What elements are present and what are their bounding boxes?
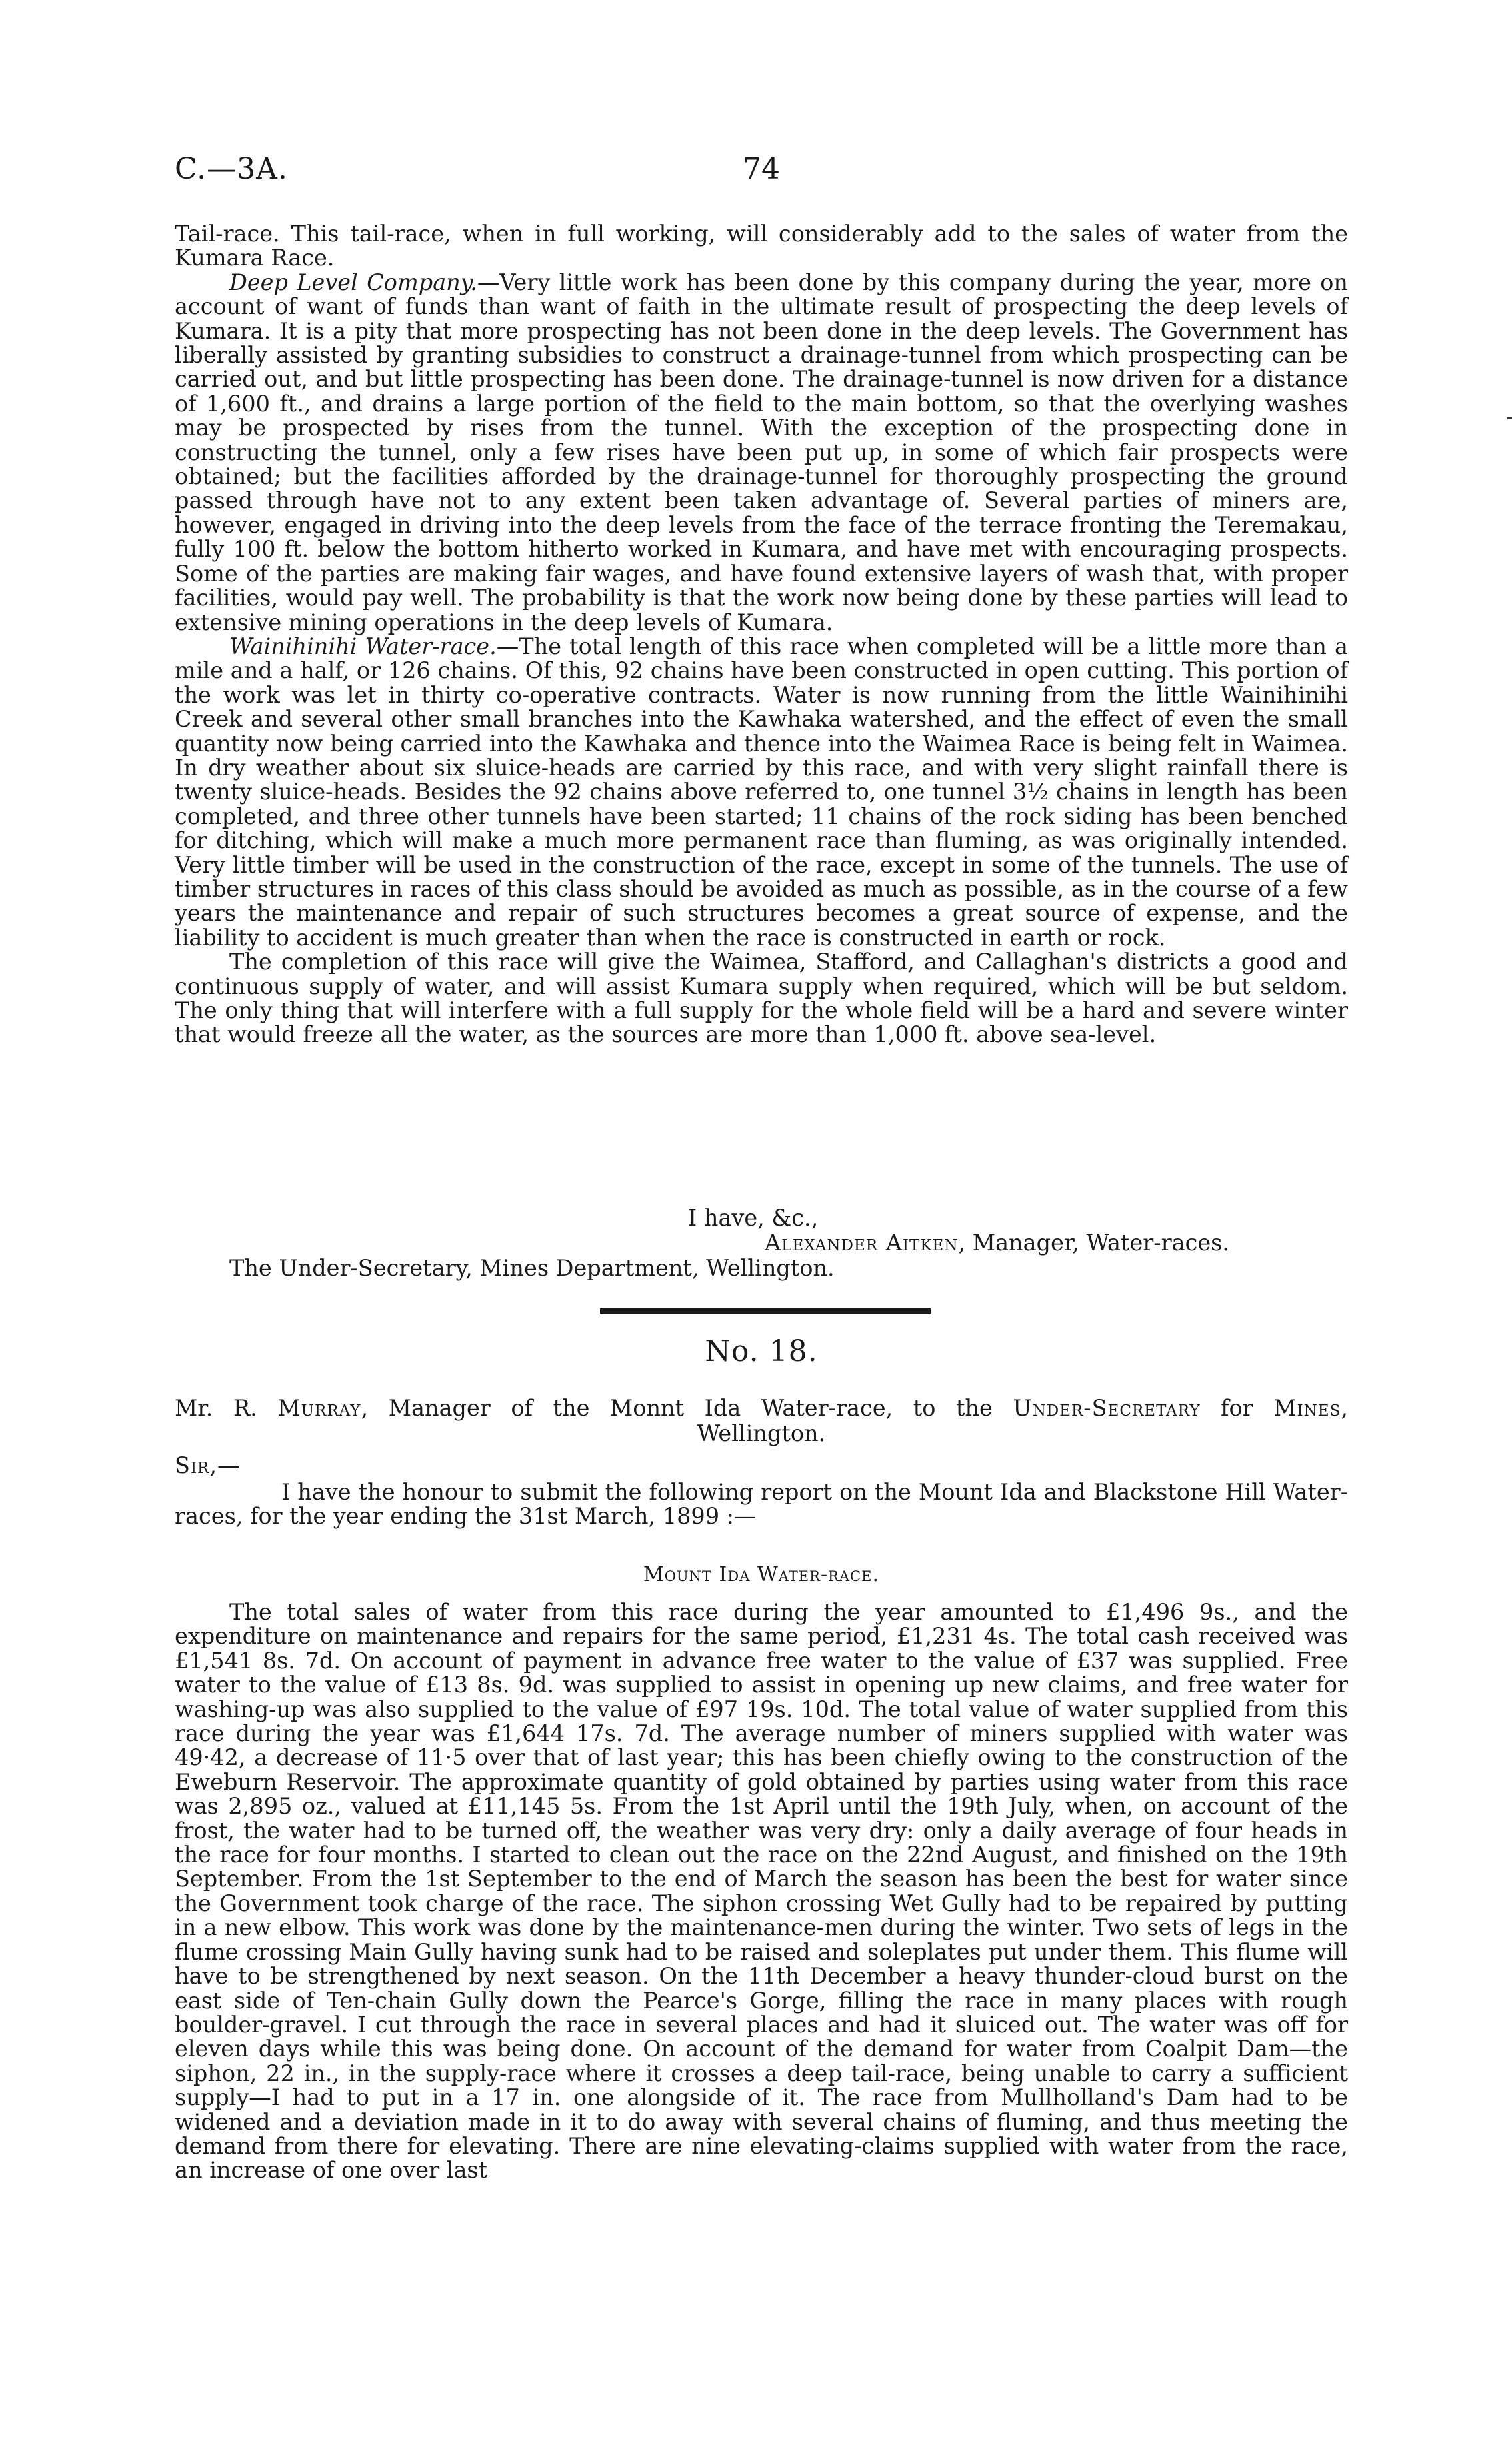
wainihinihi-text: —The total length of this race when completed will be a little more than a mile and a half, or 126 chains. Of this, 92 chains have been constructed in open cutting. This portion of the work was let in thirty co-operative contracts. Water is now running from the little Wainihinihi Creek and several other small branches into the Kawhaka watershed, and the effect of even the small quantity now being carried into the Kawhaka and thence into the Waimea Race is being felt in Waimea. In dry weather about six sluice-heads are carried by this race, and with very slight rainfall there is twenty sluice-heads. Besides the 92 chains above referred to, one tunnel 3½ chains in length has been completed, and three other tunnels have been started; 11 chains of the rock siding has been benched for ditching, which will make a much more permanent race than fluming, as was originally intended. Very little timber will be used in the construction of the race, except in some of the tunnels. The use of timber structures in races of this class should be avoided as much as possible, as in the course of a few years the maintenance and repair of such structures becomes a great source of expense, and the liability to accident is much greater than when the race is constructed in earth or rock. [175, 633, 1348, 951]
heading-comma: , [1341, 1395, 1349, 1421]
report-section-kumara [175, 222, 1348, 1047]
letter-heading-line2: Wellington. [697, 1420, 826, 1446]
letter-heading [175, 1396, 1348, 1446]
closing-formula: I have, &c., [688, 1205, 819, 1231]
deep-level-title: Deep Level Company. [229, 269, 477, 295]
heading-role: , Manager of the Monnt Ida Water-race, to the [361, 1395, 1013, 1421]
paragraph-wainihinihi [175, 635, 1348, 950]
wainihinihi-title: Wainihinihi Water-race. [229, 633, 497, 659]
paragraph-completion: The completion of this race will give the Waimea, Stafford, and Callaghan's districts a good and continuous supply of water, and will assist Kumara supply when required, which will be but seldom. The only thing that will interfere with a full supply for the whole field will be a hard and severe winter that would freeze all the water, as the sources are more than 1,000 ft. above sea-level. [175, 949, 1348, 1048]
page-number: 74 [743, 152, 780, 186]
intro-paragraph: I have the honour to submit the following report on the Mount Ida and Blackstone Hill Water-races, for the year ending the 31st March, 1899 :— [175, 1479, 1348, 1530]
letter-heading-line1 [175, 1396, 1348, 1421]
deep-level-text: —Very little work has been done by this company during the year, more on account of want of funds than want of faith in the ultimate result of prospecting the deep levels of Kumara. It is a pity that more prospecting has not been done in the deep levels. The Government has liberally assisted by granting subsidies to construct a drainage-tunnel from which prospecting can be carried out, and but little prospecting has been done. The drainage-tunnel is now driven for a distance of 1,600 ft., and drains a large portion of the field to the main bottom, so that the overlying washes may be prospected by rises from the tunnel. With the exception of the prospecting done in constructing the tunnel, only a few rises have been put up, in some of which fair prospects were obtained; but the facilities afforded by the drainage-tunnel for thoroughly prospecting the ground passed through have not to any extent been taken advantage of. Several parties of miners are, however, engaged in driving into the deep levels from the face of the terrace fronting the Teremakau, fully 100 ft. below the bottom hitherto worked in Kumara, and have met with encouraging prospects. Some of the parties are making fair wages, and have found extensive layers of wash that, with proper facilities, would pay well. The probability is that the work now being done by these parties will lead to extensive mining operations in the deep levels of Kumara. [175, 269, 1348, 635]
subheading-mount-ida: Mount Ida Water-race. [643, 1563, 879, 1586]
document-number: No. 18. [705, 1334, 818, 1368]
mount-ida-paragraph: The total sales of water from this race during the year amounted to £1,496 9s., and the expenditure on maintenance and repairs for the same period, £1,231 4s. The total cash received was £1,541 8s. 7d. On account of payment in advance free water to the value of £37 was supplied. Free water to the value of £13 8s. 9d. was supplied to assist in opening up new claims, and free water for washing-up was also supplied to the value of £97 19s. 10d. The total value of water supplied from this race during the year was £1,644 17s. 7d. The average number of miners supplied with water was 49·42, a decrease of 11·5 over that of last year; this has been chiefly owing to the construction of the Eweburn Reservoir. The approximate quantity of gold obtained by parties using water from this race was 2,895 oz., valued at £11,145 5s. From the 1st April until the 19th July, when, on account of the frost, the water had to be turned off, the weather was very dry: only a daily average of four heads in the race for four months. I started to clean out the race on the 22nd August, and finished on the 19th September. From the 1st September to the end of March the season has been the best for water since the Government took charge of the race. The siphon crossing Wet Gully had to be repaired by putting in a new elbow. This work was done by the maintenance-men during the winter. Two sets of legs in the flume crossing Main Gully having sunk had to be raised and soleplates put under them. This flume will have to be strengthened by next season. On the 11th December a heavy thunder-cloud burst on the east side of Ten-chain Gully down the Pearce's Gorge, filling the race in many places with rough boulder-gravel. I cut through the race in several places and had it sluiced out. The water was off for eleven days while this was being done. On account of the demand for water from Coalpit Dam—the siphon, 22 in., in the supply-race where it crosses a deep tail-race, being unable to carry a sufficient supply—I had to put in a 17 in. one alongside of it. The race from Mullholland's Dam had to be widened and a deviation made in it to do away with several chains of fluming, and thus meeting the demand from there for elevating. There are nine elevating-claims supplied with water from the race, an increase of one over last [175, 1599, 1348, 2184]
section-divider [600, 1308, 931, 1314]
paragraph-deep-level [175, 271, 1348, 635]
mount-ida-section [175, 1600, 1348, 2183]
signer-name: Alexander Aitken [765, 1230, 959, 1256]
salutation: Sir,— [175, 1452, 241, 1478]
signer-title: , Manager, Water-races. [958, 1230, 1230, 1256]
page-header [175, 152, 1348, 192]
heading-sender: Murray [277, 1395, 361, 1421]
heading-prefix: Mr. R. [175, 1395, 278, 1421]
heading-department: Mines [1273, 1395, 1341, 1421]
heading-for: for [1200, 1395, 1274, 1421]
document-reference: C.—3A. [175, 152, 288, 186]
paragraph-tail-race: Tail-race. This tail-race, when in full working, will considerably add to the sales of water from the Kumara Race. [175, 221, 1348, 271]
addressee: The Under-Secretary, Mines Department, Wellington. [229, 1255, 835, 1281]
heading-recipient: Under-Secretary [1013, 1395, 1201, 1421]
margin-mark [1507, 417, 1512, 419]
intro-section [175, 1480, 1348, 1529]
signature-line [765, 1231, 1229, 1255]
